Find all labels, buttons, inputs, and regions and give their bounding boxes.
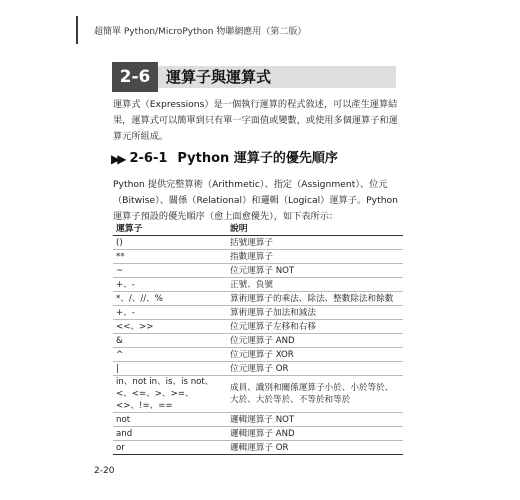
table-row <box>113 441 403 455</box>
operator-cell: not <box>113 413 227 427</box>
table-row <box>113 236 403 250</box>
table-row <box>113 306 403 320</box>
description-cell: 算術運算子加法和減法 <box>227 306 403 320</box>
description-cell: 位元運算子 AND <box>227 334 403 348</box>
description-cell: 位元運算子 XOR <box>227 348 403 362</box>
table-row <box>113 320 403 334</box>
table-row <box>113 264 403 278</box>
column-header-description: 說明 <box>227 219 403 236</box>
table-row <box>113 376 403 413</box>
page-number: 2-20 <box>94 466 115 476</box>
description-cell: 位元運算子左移和右移 <box>227 320 403 334</box>
operator-cell: ~ <box>113 264 227 278</box>
table-row <box>113 334 403 348</box>
running-header: 超簡單 Python/MicroPython 物聯網應用（第二版） <box>94 27 307 37</box>
table-header-row <box>113 219 403 236</box>
description-cell: 邏輯運算子 AND <box>227 427 403 441</box>
description-cell: 邏輯運算子 NOT <box>227 413 403 427</box>
table-row <box>113 362 403 376</box>
table-row <box>113 348 403 362</box>
description-cell: 位元運算子 OR <box>227 362 403 376</box>
operator-cell: *、/、//、% <box>113 292 227 306</box>
description-cell: 成員、識別和關係運算子小於、小於等於、大於、大於等於、不等於和等於 <box>227 376 403 413</box>
operator-cell: ** <box>113 250 227 264</box>
double-arrow-icon: ▶▶ <box>111 152 124 166</box>
section-title: 運算子與運算式 <box>166 68 272 86</box>
description-cell: 指數運算子 <box>227 250 403 264</box>
operator-cell: and <box>113 427 227 441</box>
header-rule <box>76 16 78 44</box>
description-cell: 正號、負號 <box>227 278 403 292</box>
section-number: 2-6 <box>112 62 158 92</box>
operator-cell: () <box>113 236 227 250</box>
operator-precedence-table <box>113 219 403 455</box>
column-header-operator: 運算子 <box>113 219 227 236</box>
table-row <box>113 278 403 292</box>
subsection-title: Python 運算子的優先順序 <box>177 151 338 166</box>
section-intro-paragraph: 運算式（Expressions）是一個執行運算的程式敘述，可以產生運算結果，運算式可以簡單到只有單一字面值或變數，或使用多個運算子和運算元所組成。 <box>113 99 398 142</box>
table-row <box>113 292 403 306</box>
table-row <box>113 250 403 264</box>
operator-cell: ^ <box>113 348 227 362</box>
subsection-body-paragraph: Python 提供完整算術（Arithmetic）、指定（Assignment）、位元（Bitwise）、關係（Relational）和邏輯（Logical）運算子。Python 運算子預設的優先順序（愈上面愈優先），如下表所示： <box>113 179 398 222</box>
subsection-number: 2-6-1 <box>129 151 168 166</box>
description-cell: 邏輯運算子 OR <box>227 441 403 455</box>
operator-cell: +、- <box>113 278 227 292</box>
operator-cell: <<、>> <box>113 320 227 334</box>
operator-cell: or <box>113 441 227 455</box>
operator-cell: & <box>113 334 227 348</box>
operator-cell: | <box>113 362 227 376</box>
operator-cell: +、- <box>113 306 227 320</box>
description-cell: 算術運算子的乘法、除法、整數除法和餘數 <box>227 292 403 306</box>
table-row <box>113 413 403 427</box>
table-row <box>113 427 403 441</box>
subsection-heading <box>111 149 338 169</box>
operator-cell: in、not in、is、is not、<、<=、>、>=、<>、!=、== <box>113 376 227 413</box>
description-cell: 括號運算子 <box>227 236 403 250</box>
description-cell: 位元運算子 NOT <box>227 264 403 278</box>
